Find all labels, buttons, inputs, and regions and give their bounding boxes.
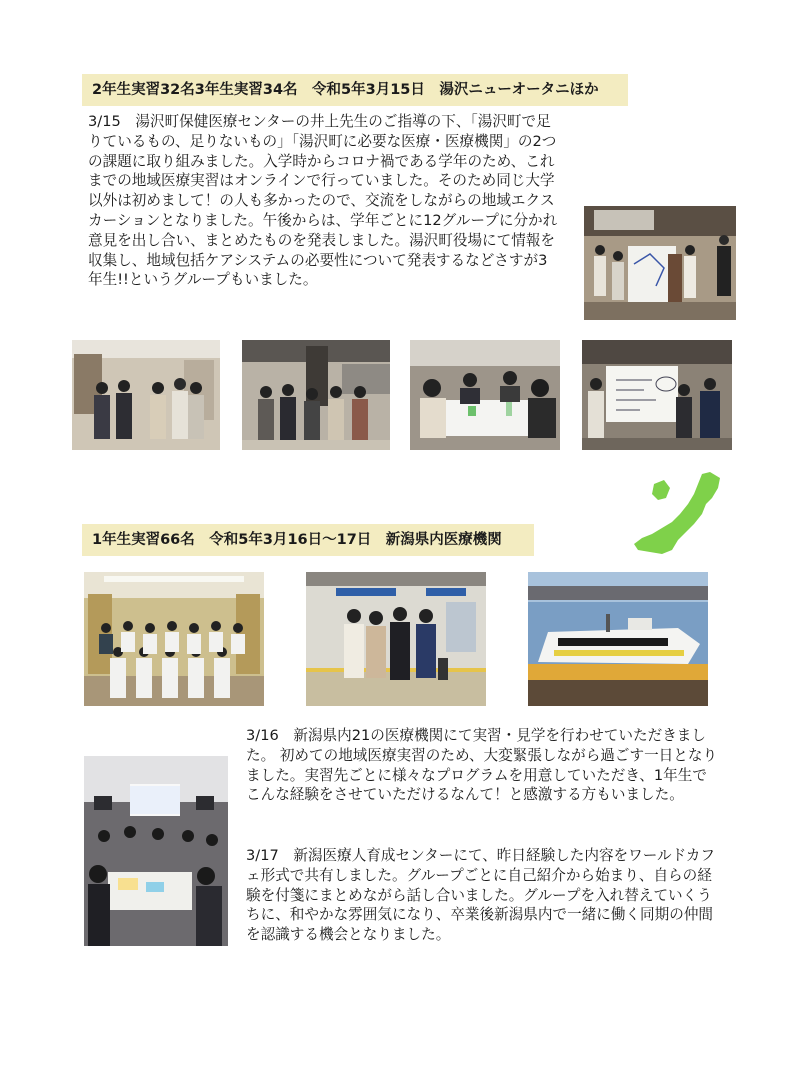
photo-group-white-coats — [84, 572, 264, 706]
section2-paragraph-0317: 3/17 新潟医療人育成センターにて、昨日経験した内容をワールドカフェ形式で共有しました。グループごとに自己紹介から始まり、自らの経験を付箋にまとめながら話し合いました。グループを入れ替えていくうちに、和やかな雰囲気になり、卒業後新潟県内で一緒に働く同期の仲間を認識する機会となりました。 — [246, 847, 715, 944]
section2-paragraph-0316: 3/16 新潟県内21の医療機関にて実習・見学を行わせていただきました。 初めての地域医療実習のため、大変緊張しながら過ごす一日となりました。実習先ごとに様々なプログラムを用意していただき、1年生でこんな経験をさせていただけるなんて！と感激する方もいました。 — [246, 727, 718, 804]
photo-presentation-whiteboard — [584, 206, 736, 320]
photo-group-lobby — [72, 340, 220, 450]
photo-ferry-boat — [528, 572, 708, 706]
photo-presentation-board — [582, 340, 732, 450]
photo-group-discussion — [410, 340, 560, 450]
photo-group-terminal — [306, 572, 486, 706]
photo-group-station — [242, 340, 390, 450]
section1-paragraph: 3/15 湯沢町保健医療センターの井上先生のご指導の下、「湯沢町で足りているもの、足りないもの」「湯沢町に必要な医療・医療機関」の2つの課題に取り組みました。入学時からコロナ禍である学年のため、これまでの地域医療実習はオンラインで行っていました。そのため同じ大学以外は初めまして！の人も多かったので、交流をしながらの地域エクスカーションとなりました。午後からは、学年ごとに12グループに分かれ意見を出し合い、まとめたものを発表しました。湯沢町役場にて情報を収集し、地域包括ケアシステムの必要性について発表するなどさすが3年生!!というグループもいました。 — [88, 113, 558, 289]
niigata-map-icon — [632, 470, 724, 556]
section1-banner: 2年生実習32名3年生実習34名 令和5年3月15日 湯沢ニューオータニほか — [82, 74, 628, 106]
section2-banner: 1年生実習66名 令和5年3月16日～17日 新潟県内医療機関 — [82, 524, 534, 556]
photo-world-cafe-session — [84, 756, 228, 946]
